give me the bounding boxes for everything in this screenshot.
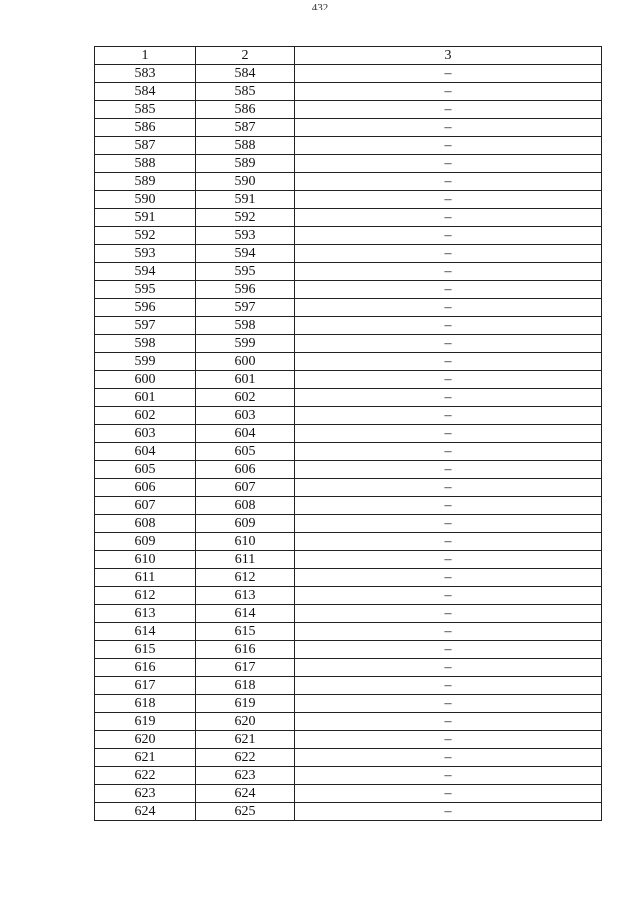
cell-col-3: –	[295, 371, 602, 389]
cell-col-2: 590	[196, 173, 295, 191]
table-row	[95, 407, 602, 425]
cell-col-3: –	[295, 245, 602, 263]
table-row	[95, 803, 602, 821]
table-row	[95, 551, 602, 569]
cell-col-3: –	[295, 803, 602, 821]
cell-col-3: –	[295, 551, 602, 569]
cell-col-2: 622	[196, 749, 295, 767]
cell-col-1: 610	[95, 551, 196, 569]
cell-col-2: 619	[196, 695, 295, 713]
cell-col-3: –	[295, 191, 602, 209]
cell-col-1: 620	[95, 731, 196, 749]
table-row	[95, 479, 602, 497]
cell-col-3: –	[295, 263, 602, 281]
cell-col-1: 612	[95, 587, 196, 605]
cell-col-2: 595	[196, 263, 295, 281]
cell-col-1: 614	[95, 623, 196, 641]
cell-col-1: 622	[95, 767, 196, 785]
table-row	[95, 317, 602, 335]
cell-col-3: –	[295, 731, 602, 749]
cell-col-2: 608	[196, 497, 295, 515]
cell-col-3: –	[295, 299, 602, 317]
cell-col-1: 597	[95, 317, 196, 335]
cell-col-1: 604	[95, 443, 196, 461]
table-row	[95, 227, 602, 245]
table-row	[95, 335, 602, 353]
table-row	[95, 713, 602, 731]
cell-col-2: 601	[196, 371, 295, 389]
cell-col-2: 607	[196, 479, 295, 497]
cell-col-2: 596	[196, 281, 295, 299]
cell-col-2: 602	[196, 389, 295, 407]
cell-col-2: 599	[196, 335, 295, 353]
cell-col-3: –	[295, 443, 602, 461]
cell-col-3: –	[295, 155, 602, 173]
cell-col-1: 595	[95, 281, 196, 299]
cell-col-3: –	[295, 227, 602, 245]
table-row	[95, 119, 602, 137]
table-row	[95, 389, 602, 407]
cell-col-2: 614	[196, 605, 295, 623]
cell-col-2: 618	[196, 677, 295, 695]
table-row	[95, 425, 602, 443]
table-row	[95, 371, 602, 389]
table-row	[95, 695, 602, 713]
cell-col-2: 623	[196, 767, 295, 785]
table-row	[95, 209, 602, 227]
cell-col-3: –	[295, 173, 602, 191]
cell-col-3: –	[295, 533, 602, 551]
cell-col-1: 603	[95, 425, 196, 443]
cell-col-2: 611	[196, 551, 295, 569]
cell-col-1: 619	[95, 713, 196, 731]
cell-col-1: 611	[95, 569, 196, 587]
table-row	[95, 83, 602, 101]
cell-col-1: 583	[95, 65, 196, 83]
cell-col-2: 589	[196, 155, 295, 173]
cell-col-2: 594	[196, 245, 295, 263]
table-row	[95, 137, 602, 155]
cell-col-3: –	[295, 119, 602, 137]
cell-col-1: 585	[95, 101, 196, 119]
cell-col-3: –	[295, 461, 602, 479]
table-header-row	[95, 47, 602, 65]
cell-col-2: 592	[196, 209, 295, 227]
cell-col-3: –	[295, 497, 602, 515]
cell-col-3: –	[295, 389, 602, 407]
cell-col-2: 625	[196, 803, 295, 821]
cell-col-1: 624	[95, 803, 196, 821]
cell-col-1: 617	[95, 677, 196, 695]
cell-col-3: –	[295, 317, 602, 335]
cell-col-2: 610	[196, 533, 295, 551]
cell-col-1: 600	[95, 371, 196, 389]
table-row	[95, 443, 602, 461]
table-row	[95, 461, 602, 479]
cell-col-1: 588	[95, 155, 196, 173]
table-row	[95, 497, 602, 515]
cell-col-1: 606	[95, 479, 196, 497]
cell-col-3: –	[295, 407, 602, 425]
table-row	[95, 659, 602, 677]
cell-col-2: 612	[196, 569, 295, 587]
table-row	[95, 731, 602, 749]
cell-col-1: 613	[95, 605, 196, 623]
table-row	[95, 191, 602, 209]
cell-col-1: 615	[95, 641, 196, 659]
cell-col-3: –	[295, 749, 602, 767]
cell-col-3: –	[295, 677, 602, 695]
cell-col-3: –	[295, 65, 602, 83]
cell-col-1: 607	[95, 497, 196, 515]
cell-col-2: 621	[196, 731, 295, 749]
table-row	[95, 605, 602, 623]
cell-col-3: –	[295, 605, 602, 623]
cell-col-3: –	[295, 659, 602, 677]
table-row	[95, 533, 602, 551]
cell-col-3: –	[295, 641, 602, 659]
cell-col-2: 586	[196, 101, 295, 119]
cell-col-1: 608	[95, 515, 196, 533]
cell-col-1: 593	[95, 245, 196, 263]
cell-col-3: –	[295, 695, 602, 713]
cell-col-3: –	[295, 479, 602, 497]
data-table	[94, 46, 602, 821]
table-row	[95, 785, 602, 803]
cell-col-1: 609	[95, 533, 196, 551]
cell-col-3: –	[295, 713, 602, 731]
cell-col-1: 618	[95, 695, 196, 713]
cell-col-1: 584	[95, 83, 196, 101]
cell-col-3: –	[295, 623, 602, 641]
cell-col-3: –	[295, 515, 602, 533]
table-row	[95, 299, 602, 317]
table-row	[95, 641, 602, 659]
cell-col-2: 598	[196, 317, 295, 335]
cell-col-2: 620	[196, 713, 295, 731]
cell-col-2: 603	[196, 407, 295, 425]
table-row	[95, 155, 602, 173]
cell-col-3: –	[295, 767, 602, 785]
cell-col-1: 586	[95, 119, 196, 137]
cell-col-2: 624	[196, 785, 295, 803]
cell-col-3: –	[295, 137, 602, 155]
cell-col-1: 592	[95, 227, 196, 245]
cell-col-1: 621	[95, 749, 196, 767]
cell-col-1: 623	[95, 785, 196, 803]
column-header-1: 1	[95, 47, 196, 65]
cell-col-2: 613	[196, 587, 295, 605]
table-row	[95, 281, 602, 299]
cell-col-2: 606	[196, 461, 295, 479]
table-row	[95, 65, 602, 83]
table-row	[95, 569, 602, 587]
table-row	[95, 245, 602, 263]
table-row	[95, 677, 602, 695]
cell-col-2: 584	[196, 65, 295, 83]
cell-col-2: 585	[196, 83, 295, 101]
cell-col-1: 599	[95, 353, 196, 371]
cell-col-1: 601	[95, 389, 196, 407]
table-row	[95, 263, 602, 281]
cell-col-1: 591	[95, 209, 196, 227]
page-number: 432	[311, 2, 329, 10]
cell-col-3: –	[295, 281, 602, 299]
cell-col-1: 602	[95, 407, 196, 425]
table-row	[95, 173, 602, 191]
cell-col-2: 617	[196, 659, 295, 677]
cell-col-1: 590	[95, 191, 196, 209]
table-body	[95, 65, 602, 821]
cell-col-1: 616	[95, 659, 196, 677]
cell-col-2: 604	[196, 425, 295, 443]
table-row	[95, 623, 602, 641]
cell-col-1: 605	[95, 461, 196, 479]
cell-col-1: 587	[95, 137, 196, 155]
cell-col-3: –	[295, 335, 602, 353]
cell-col-1: 594	[95, 263, 196, 281]
cell-col-1: 596	[95, 299, 196, 317]
cell-col-3: –	[295, 569, 602, 587]
table-row	[95, 749, 602, 767]
cell-col-2: 587	[196, 119, 295, 137]
cell-col-3: –	[295, 101, 602, 119]
cell-col-2: 605	[196, 443, 295, 461]
table-row	[95, 767, 602, 785]
cell-col-2: 609	[196, 515, 295, 533]
column-header-2: 2	[196, 47, 295, 65]
cell-col-2: 591	[196, 191, 295, 209]
column-header-3: 3	[295, 47, 602, 65]
cell-col-3: –	[295, 587, 602, 605]
cell-col-2: 597	[196, 299, 295, 317]
cell-col-2: 588	[196, 137, 295, 155]
cell-col-3: –	[295, 425, 602, 443]
cell-col-1: 598	[95, 335, 196, 353]
cell-col-3: –	[295, 209, 602, 227]
table-row	[95, 101, 602, 119]
cell-col-3: –	[295, 83, 602, 101]
cell-col-2: 593	[196, 227, 295, 245]
table-row	[95, 353, 602, 371]
table-row	[95, 587, 602, 605]
cell-col-2: 615	[196, 623, 295, 641]
cell-col-3: –	[295, 353, 602, 371]
cell-col-2: 600	[196, 353, 295, 371]
cell-col-1: 589	[95, 173, 196, 191]
cell-col-3: –	[295, 785, 602, 803]
cell-col-2: 616	[196, 641, 295, 659]
table-row	[95, 515, 602, 533]
